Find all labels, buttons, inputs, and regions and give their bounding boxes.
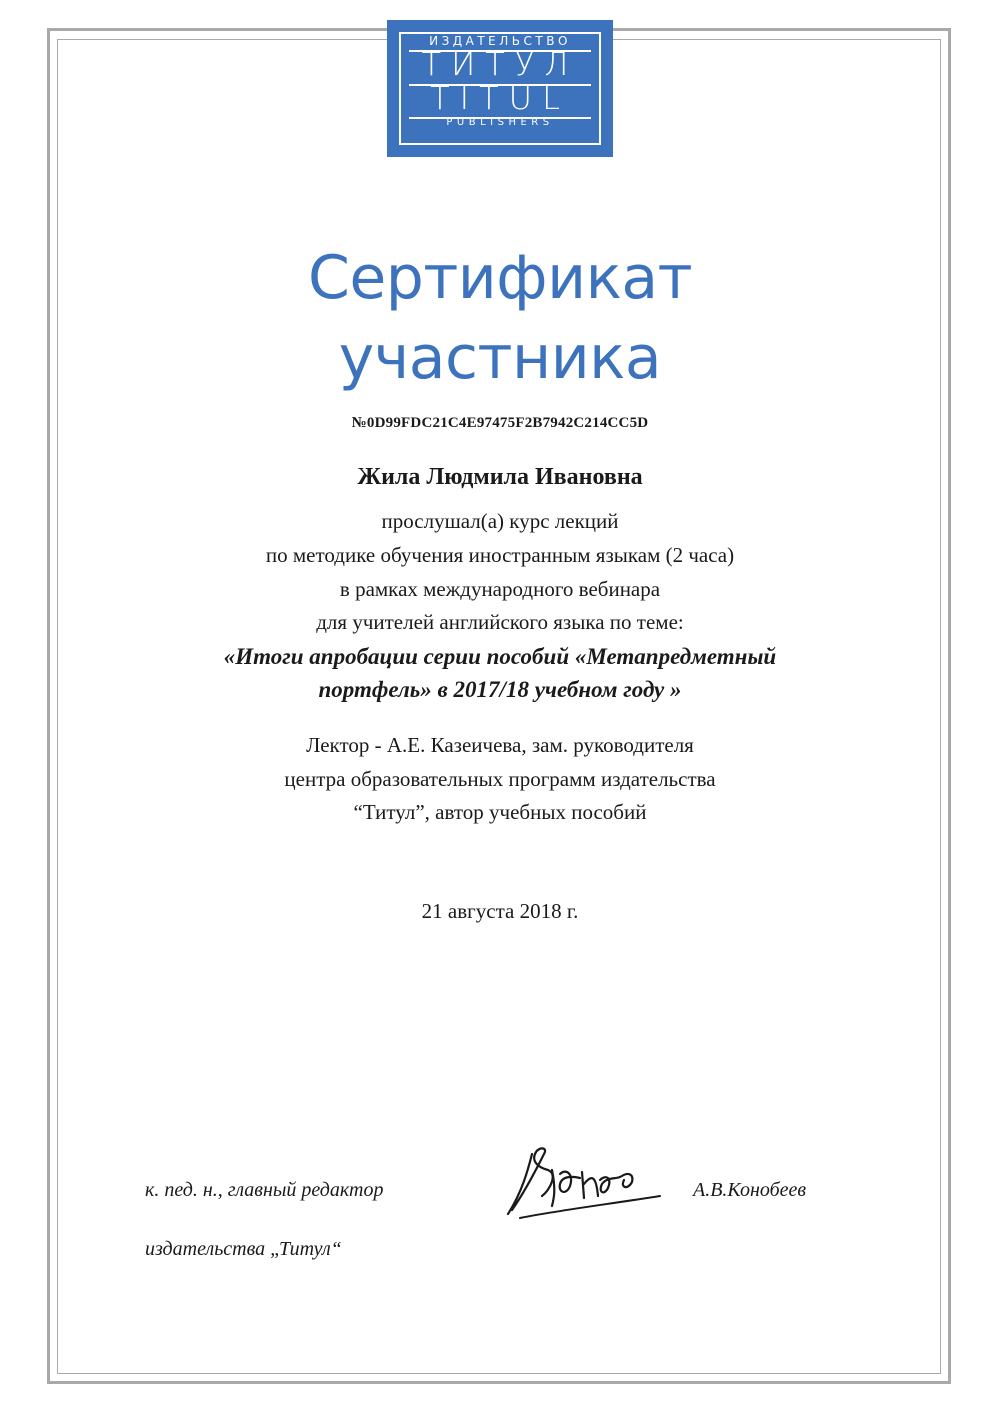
titul-logo (387, 20, 613, 157)
lecturer-line-1: Лектор - А.Е. Казеичева, зам. руководителя (306, 733, 694, 757)
body-line-3: в рамках международного вебинара (339, 577, 661, 601)
body-line-4: для учителей английского языка по теме: (316, 610, 684, 634)
logo-bottom-line: PUBLISHERS (446, 117, 554, 128)
lecturer-line-2: центра образовательных программ издательства (284, 767, 716, 791)
handwritten-signature (500, 1140, 670, 1225)
recipient-name: Жила Людмила Ивановна (357, 464, 643, 490)
certificate-title-line2: участника (338, 323, 662, 393)
certificate-date: 21 августа 2018 г. (421, 899, 579, 923)
body-line-2: по методике обучения иностранным языкам (2 часа) (265, 543, 735, 567)
signatory-position-line2: издательства „Титул“ (145, 1238, 342, 1260)
signatory-name: А.В.Конобеев (693, 1179, 807, 1201)
logo-line-ru: ТИТУЛ (421, 45, 579, 83)
topic-line-2: портфель» в 2017/18 учебном году » (318, 677, 682, 702)
certificate-title-line1: Сертификат (307, 243, 693, 313)
logo-top-line: ИЗДАТЕЛЬСТВО (429, 34, 571, 48)
certificate-number: №0D99FDC21C4E97475F2B7942C214CC5D (351, 415, 649, 431)
body-line-1: прослушал(а) курс лекций (381, 509, 619, 533)
signatory-position-line1: к. пед. н., главный редактор (145, 1179, 384, 1201)
topic-line-1: «Итоги апробации серии пособий «Метапредметный (223, 644, 777, 669)
logo-line-en: TITUL (430, 79, 570, 117)
lecturer-line-3: “Титул”, автор учебных пособий (353, 800, 647, 824)
